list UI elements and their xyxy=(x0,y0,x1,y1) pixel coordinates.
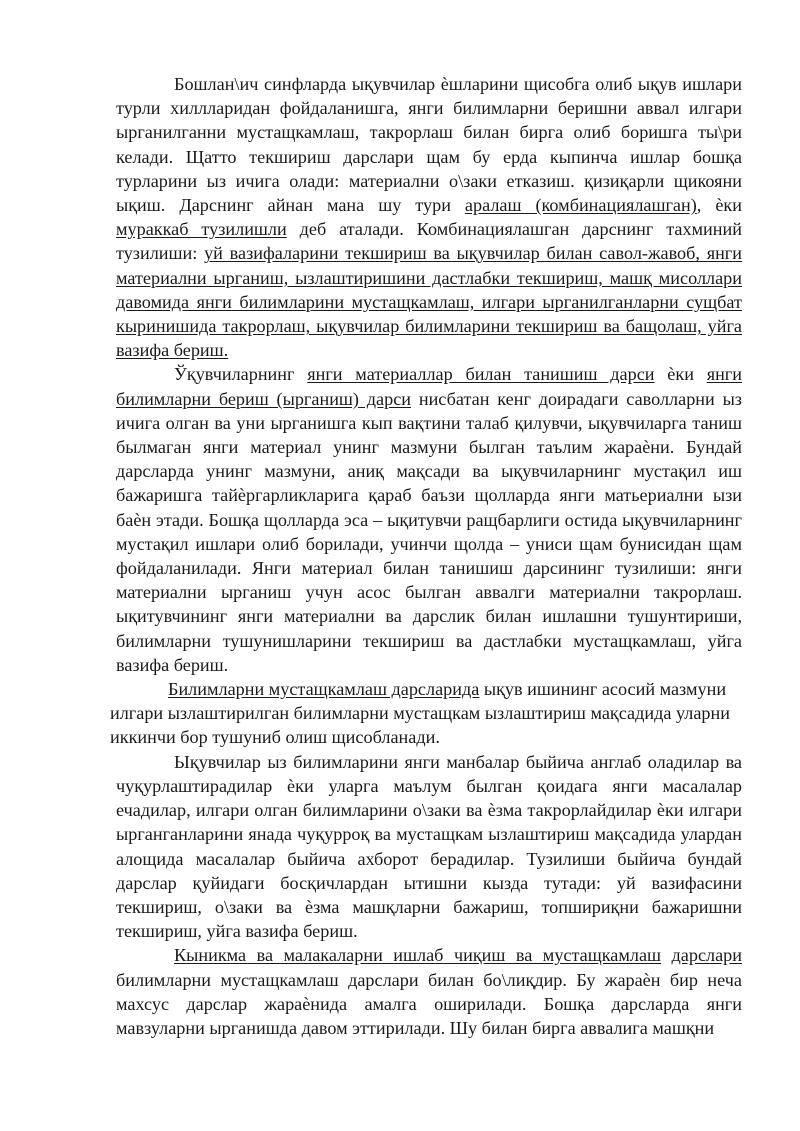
paragraph-combined-lesson xyxy=(116,72,742,362)
text-segment: Ўқувчиларнинг xyxy=(174,364,308,385)
text-segment: Ықувчилар ыз билимларини янги манбалар быйича англаб оладилар ва чуқурлаштирадилар ѐки уларга маълум былган қоидага янги масалалар ечадилар, илгари олган билимларини о\заки ва ѐзма такрорлайдилар ѐки илгари ырганганларини янада чуқурроқ ва мустащкам ызлаштириш мақсадида улардан алощида масалалар быйича ахборот берадилар. Тузилиши быйича бундай дарслар қуйидаги босқичлардан ытишни кызда тутади: уй вазифасини текшириш, о\заки ва ѐзма машқларни бажариш, топшириқни бажаришни текшириш, уйга вазифа бериш. xyxy=(116,751,742,942)
underlined-term: янги билимларни бериш (ырганиш) дарси xyxy=(116,364,742,409)
text-segment: билимларни мустащкамлаш дарслари билан бо\лиқдир. Бу жараѐн бир неча махсус дарслар жараѐнида амалга оширилади. Бошқа дарсларда янги мавзуларни ырганишда давом эттирилади. Шу билан бирга аввалига машқни xyxy=(116,969,742,1038)
paragraph-reinforcement-lesson xyxy=(110,677,742,750)
underlined-term: Билимларни мустащкамлаш дарсларида xyxy=(168,679,480,700)
underlined-term: мураккаб тузилишли xyxy=(116,219,287,240)
text-segment: деб аталади. Комбинациялашган дарснинг тахминий тузилиши: xyxy=(116,219,742,264)
text-segment: нисбатан кенг доирадаги саволларни ыз ичига олган ва уни ырганишга кып вақтини талаб қилувчи, ықувчиларга таниш былмаган янги материал унинг мазмуни былган таълим жараѐни. Бундай дарсларда унинг мазмуни, аниқ мақсади ва ықувчиларнинг мустақил иш бажаришга тайѐргарликларига қараб баъзи щолларда янги матьериални ызи баѐн этади. Бошқа щолларда эса – ықитувчи ращбарлиги остида ықувчиларнинг мустақил ишлари олиб борилади, учинчи щолда – униси щам бунисидан щам фойдаланилади. Янги материал билан танишиш дарсининг тузилиши: янги материални ырганиш учун асос былган аввалги материални такрорлаш. ықитувчининг янги материални ва дарслик билан ишлашни тушунтириши, билимларни тушунишларини текшириш ва дастлабки мустащкамлаш, уйга вазифа бериш. xyxy=(116,388,742,675)
paragraph-skills-lesson xyxy=(116,943,742,1040)
underlined-term: Кыникма ва малакаларни ишлаб чиқиш ва мустащкамлаш xyxy=(174,945,662,966)
text-segment: Бошлан\ич синфларда ықувчилар ѐшларини щисобга олиб ықув ишлари турли хиллларидан фойдаланишга, янги билимларни беришни аввал илгари ырганилганни мустащкамлаш, такрорлаш билан бирга олиб боришга ты\ри келади. Щатто текшириш дарслари щам бу ерда кыпинча ишлар бошқа турларини ыз ичига олади: материални о\заки етказиш. қизиқарли щикояни ықиш. Дарснинг айнан мана шу тури xyxy=(116,74,742,216)
paragraph-students-knowledge xyxy=(116,750,742,944)
text-segment xyxy=(661,945,672,965)
underlined-term: уй вазифаларини текшириш ва ықувчилар билан савол-жавоб, янги материални ырганиш, ызлаштиришини дастлабки текшириш, машқ мисоллари давомида янги билимларини мустащкамлаш, илгари ырганилганларни сущбат кыринишида такрорлаш, ықувчилар билимларини текшириш ва бащолаш, уйга вазифа бериш. xyxy=(116,243,742,361)
text-segment: , ѐки xyxy=(696,195,742,216)
text-segment: ѐки xyxy=(654,364,707,385)
text-segment: ықув ишининг асосий мазмуни илгари ызлаштирилган билимларни мустащкам ызлаштириш мақсадида уларни иккинчи бор тушуниб олиш щисобланади. xyxy=(110,679,730,748)
underlined-term: дарслари xyxy=(671,945,742,966)
underlined-term: аралаш (комбинациялашган) xyxy=(464,195,697,216)
underlined-term: янги материаллар билан танишиш дарси xyxy=(307,364,655,385)
paragraph-new-material-lesson xyxy=(116,362,742,677)
